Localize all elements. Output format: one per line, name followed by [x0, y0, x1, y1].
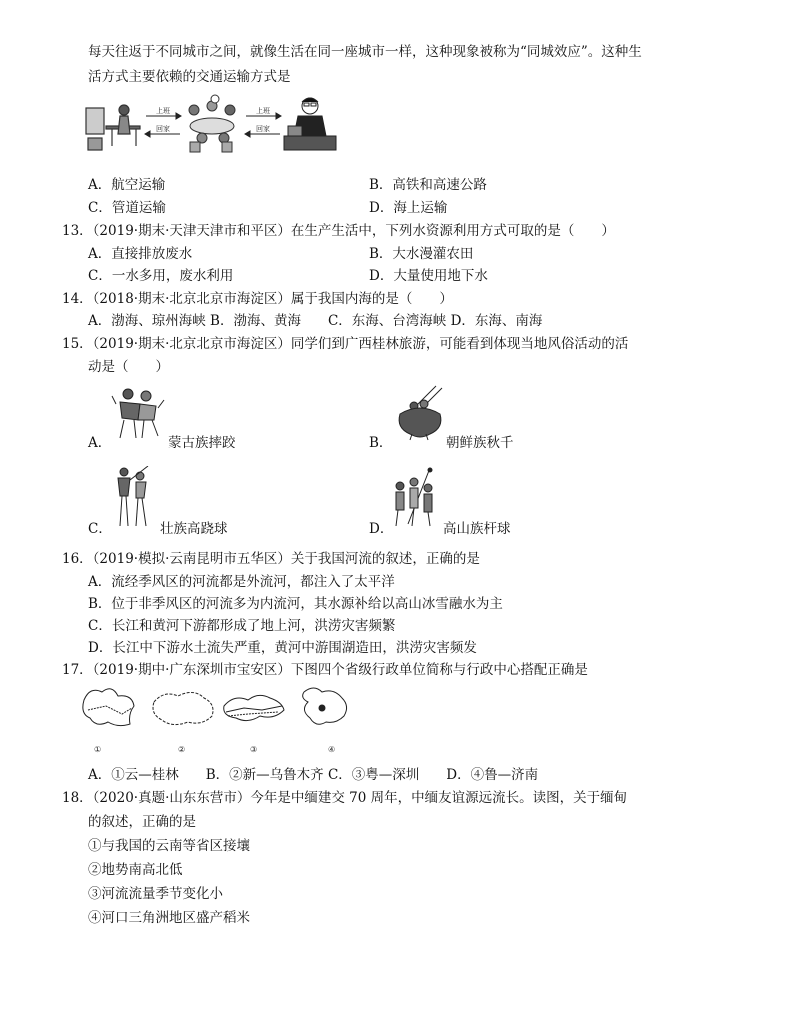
q12-stem-line1: 每天往返于不同城市之间，就像生活在同一座城市一样，这种现象被称为“同城效应”。这种生	[88, 44, 642, 60]
q16-option-b: B．位于非季风区的河流多为内流河，其水源补给以高山冰雪融水为主	[88, 596, 503, 612]
zhuang-stilts-ball-image	[108, 466, 158, 528]
q15-option-a-text: 蒙古族摔跤	[168, 435, 236, 451]
q12-option-d: D．海上运输	[369, 200, 448, 216]
q14-options: A．渤海、琼州海峡 B．渤海、黄海 C．东海、台湾海峡 D．东海、南海	[88, 313, 543, 329]
q15-option-a-letter: A．	[88, 435, 112, 451]
go-work-label-2: 上班	[256, 107, 270, 115]
q15-option-b-letter: B．	[369, 435, 393, 451]
q13-option-a: A．直接排放废水	[88, 246, 193, 262]
q12-option-a: A．航空运输	[88, 177, 166, 193]
commute-figure	[82, 94, 342, 156]
q16-stem: 16．（2019·模拟·云南昆明市五华区）关于我国河流的叙述，正确的是	[62, 551, 480, 567]
q18-item-1: ①与我国的云南等省区接壤	[88, 838, 250, 854]
province-map-2	[153, 692, 213, 724]
q17-stem: 17．（2019·期中·广东深圳市宝安区）下图四个省级行政单位简称与行政中心搭配正确是	[62, 662, 588, 678]
korean-swing-image	[392, 384, 448, 442]
q12-stem-line2: 活方式主要依赖的交通运输方式是	[88, 69, 291, 85]
q12-option-b: B．高铁和高速公路	[369, 177, 487, 193]
q18-stem-line2: 的叙述，正确的是	[88, 814, 196, 830]
q15-option-d-letter: D．	[369, 521, 394, 537]
q16-option-a: A．流经季风区的河流都是外流河，都注入了太平洋	[88, 574, 395, 590]
go-work-label-1: 上班	[156, 107, 170, 115]
businessman-illustration	[284, 98, 336, 150]
q18-item-4: ④河口三角洲地区盛产稻米	[88, 910, 250, 926]
q15-option-b-text: 朝鲜族秋千	[446, 435, 514, 451]
q18-stem-line1: 18．（2020·真题·山东东营市）今年是中缅建交 70 周年，中缅友谊源远流长。读图，关于缅甸	[62, 790, 628, 806]
province-map-3	[224, 695, 284, 720]
family-illustration	[189, 95, 235, 152]
map-label-1: ①	[94, 745, 102, 754]
q16-option-d: D．长江中下游水土流失严重，黄河中游围湖造田，洪涝灾害频发	[88, 640, 477, 656]
q17-options: A．①云—桂林 B．②新—乌鲁木齐 C．③粤—深圳 D．④鲁—济南	[88, 767, 539, 783]
map-label-3: ③	[250, 745, 258, 754]
q13-option-b: B．大水漫灌农田	[369, 246, 474, 262]
q15-option-d-text: 高山族杆球	[443, 521, 511, 537]
q13-option-d: D．大量使用地下水	[369, 268, 488, 284]
q13-option-c: C．一水多用，废水利用	[88, 268, 234, 284]
q15-stem-line1: 15．（2019·期末·北京北京市海淀区）同学们到广西桂林旅游，可能看到体现当地风俗活动的活	[62, 336, 629, 352]
q18-item-3: ③河流流量季节变化小	[88, 886, 223, 902]
q13-stem: 13．（2019·期末·天津天津市和平区）在生产生活中，下列水资源利用方式可取的是（ ）	[62, 223, 615, 239]
q14-stem: 14．（2018·期末·北京北京市海淀区）属于我国内海的是（ ）	[62, 291, 453, 307]
q15-option-c-text: 壮族高跷球	[160, 521, 228, 537]
q12-option-c: C．管道运输	[88, 200, 166, 216]
q15-stem-line2: 动是（ ）	[88, 359, 169, 375]
office-worker-illustration	[86, 105, 140, 150]
q15-option-c-letter: C．	[88, 521, 112, 537]
province-maps-figure	[78, 680, 368, 760]
go-home-label-1: 回家	[156, 125, 170, 133]
map-label-4: ④	[328, 745, 336, 754]
map-label-2: ②	[178, 745, 186, 754]
go-home-label-2: 回家	[256, 125, 270, 133]
q18-item-2: ②地势南高北低	[88, 862, 183, 878]
q16-option-c: C．长江和黄河下游都形成了地上河，洪涝灾害频繁	[88, 618, 396, 634]
gaoshan-pole-ball-image	[390, 466, 442, 528]
mongol-wrestling-image	[110, 386, 166, 440]
